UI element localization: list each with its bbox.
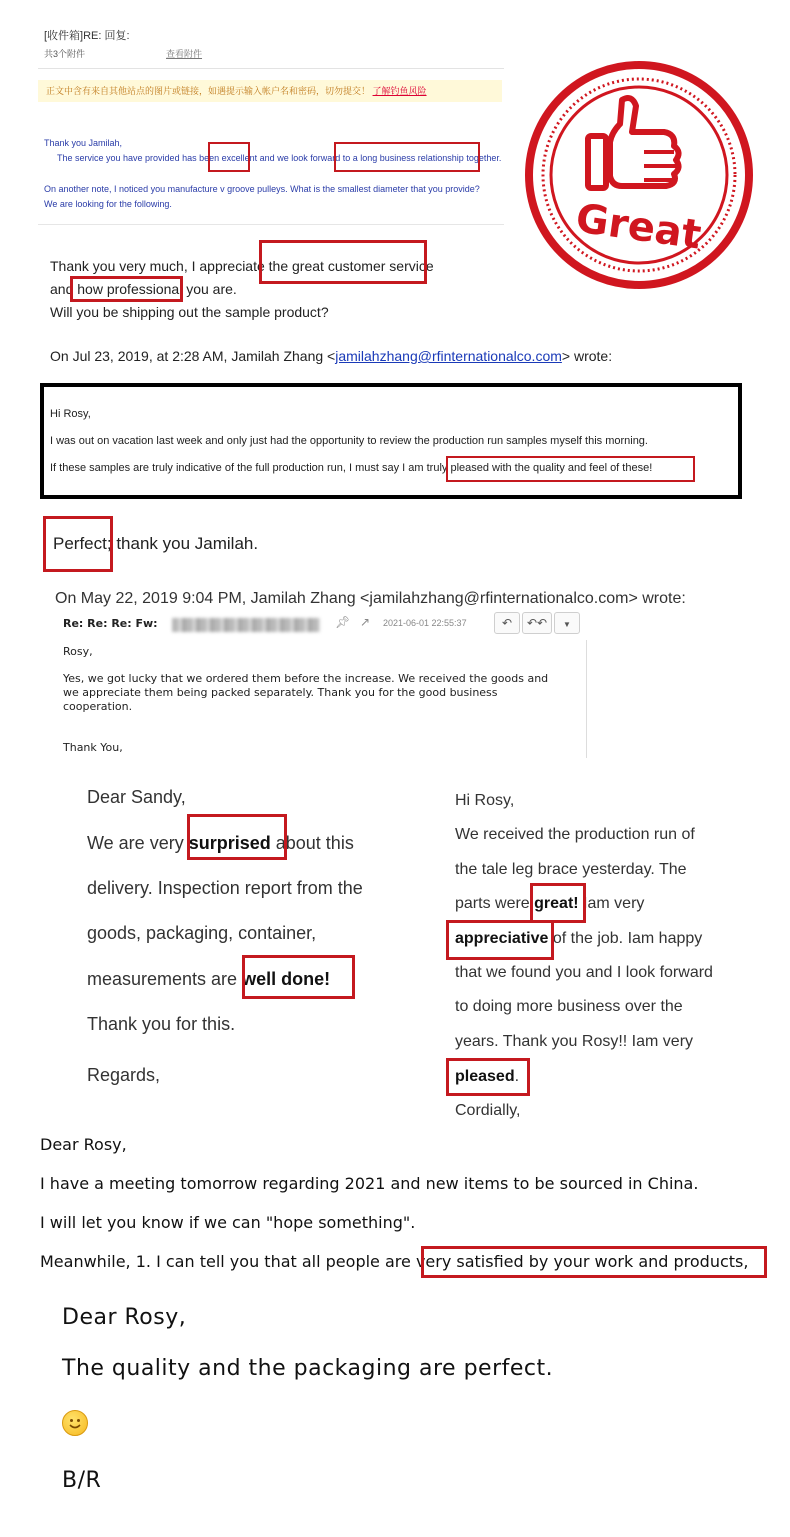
highlight-long-relationship: long business relationship together. [360, 153, 502, 163]
highlight-box [259, 240, 427, 284]
highlight-box [208, 142, 250, 172]
highlight-box [530, 883, 586, 923]
quoted-greeting: Hi Rosy, [50, 408, 91, 420]
highlight-box [70, 276, 183, 302]
letter-line: the tale leg brace yesterday. The [455, 861, 687, 878]
letter-line: measurements are well done! [87, 969, 331, 989]
chevron-down-icon: ▼ [563, 620, 571, 629]
email-line: Thank you Jamilah, [44, 138, 123, 148]
highlight-box [43, 516, 113, 572]
great-thumbs-up-stamp [524, 60, 754, 290]
reply-line: Will you be shipping out the sample product? [50, 304, 329, 320]
letter-signoff: Regards, [87, 1065, 161, 1085]
quoted-line: I was out on vacation last week and only just had the opportunity to review the production run samples myself this morning. [50, 435, 648, 447]
divider [38, 224, 504, 225]
email-link[interactable]: jamilahzhang@rfinternationalco.com [335, 348, 562, 364]
highlight-box [242, 955, 355, 999]
open-external-icon[interactable]: ↗ [360, 615, 371, 629]
redacted-name [172, 618, 320, 632]
reply-all-button[interactable] [522, 612, 552, 634]
letter-greeting: Dear Rosy, [62, 1305, 187, 1330]
letter-line: years. Thank you Rosy!! Iam very [455, 1033, 694, 1050]
reply-icon: ↶ [501, 616, 513, 630]
more-options-button[interactable] [554, 612, 580, 634]
divider [38, 68, 504, 69]
stamp-icon [524, 60, 754, 290]
message-subject: Re: Re: Re: Fw: [63, 617, 158, 630]
reply-line: Thank you very much, I appreciate the great customer service [50, 258, 434, 274]
highlight-box [446, 1058, 530, 1096]
email-subject: [收件箱]RE: 回复: [44, 30, 130, 42]
message-date: 2021-06-01 22:55:37 [383, 618, 467, 628]
pin-icon[interactable]: 📌︎ [335, 615, 351, 629]
email-line: The service you have provided has been excellent and we look forward to a long business relationship together. [57, 153, 502, 163]
letter-line: We are very surprised about this [87, 833, 354, 853]
message-body: Yes, we got lucky that we ordered them before the increase. We received the goods and we appreciate them being packed separately. Thank you for the good business cooperation. [63, 672, 549, 713]
quote-header: On May 22, 2019 9:04 PM, Jamilah Zhang <jamilahzhang@rfinternationalco.com> wrote: [55, 590, 686, 607]
letter-line: I will let you know if we can "hope something". [40, 1213, 416, 1232]
email-line: On another note, I noticed you manufacture v groove pulleys. What is the smallest diameter that you provide? [44, 184, 480, 194]
letter-line: I have a meeting tomorrow regarding 2021 and new items to be sourced in China. [40, 1174, 699, 1193]
letter-line: to doing more business over the [455, 998, 683, 1015]
letter-greeting: Hi Rosy, [455, 792, 515, 809]
attachment-count: 共3个附件 [44, 49, 86, 59]
highlight-excellent: excellent [221, 153, 258, 163]
letter-greeting: Dear Sandy, [87, 787, 186, 807]
reply-button[interactable] [494, 612, 520, 634]
phishing-risk-link[interactable]: 了解钓鱼风险 [372, 86, 427, 96]
reply-all-icon: ↶↶ [526, 616, 548, 630]
highlight-box [187, 814, 287, 860]
view-attachments-link[interactable]: 查看附件 [166, 49, 203, 59]
phishing-warning-banner [38, 80, 502, 102]
letter-line: parts were great! Iam very [455, 895, 645, 912]
highlight-box [421, 1246, 767, 1278]
letter-line: that we found you and I look forward [455, 964, 713, 981]
reply-perfect: Perfect; thank you Jamilah. [53, 534, 259, 553]
letter-signoff: Cordially, [455, 1102, 521, 1119]
warning-text: 正文中含有来自其他站点的图片或链接，如遇提示输入帐户名和密码，切勿提交！ [46, 86, 371, 96]
letter-greeting: Dear Rosy, [40, 1135, 127, 1154]
quote-header: On Jul 23, 2019, at 2:28 AM, Jamilah Zhang <jamilahzhang@rfinternationalco.com> wrote: [50, 348, 613, 364]
quoted-line: If these samples are truly indicative of the full production run, I must say I am truly pleased with the quality and feel of these! [50, 462, 653, 474]
highlight-box [446, 456, 695, 482]
letter-line: pleased. [455, 1068, 520, 1085]
letter-line: delivery. Inspection report from the [87, 878, 363, 898]
letter-line: Thank you for this. [87, 1014, 236, 1034]
letter-signoff: B/R [62, 1468, 102, 1493]
reply-line: and how professional you are. [50, 281, 237, 297]
email-line: We are looking for the following. [44, 199, 172, 209]
highlight-box [334, 142, 480, 172]
stamp-label: Great [572, 195, 704, 259]
letter-line: Meanwhile, 1. I can tell you that all people are very satisfied by your work and products, [40, 1252, 749, 1271]
smiley-emoji-icon [62, 1410, 88, 1436]
divider [586, 640, 587, 758]
message-greeting: Rosy, [63, 645, 93, 658]
letter-line: We received the production run of [455, 826, 695, 843]
letter-line: The quality and the packaging are perfect. [62, 1356, 554, 1381]
highlight-box [446, 920, 554, 960]
message-signoff: Thank You, [63, 741, 123, 754]
letter-line: appreciative of the job. Iam happy [455, 930, 703, 947]
letter-line: goods, packaging, container, [87, 923, 317, 943]
